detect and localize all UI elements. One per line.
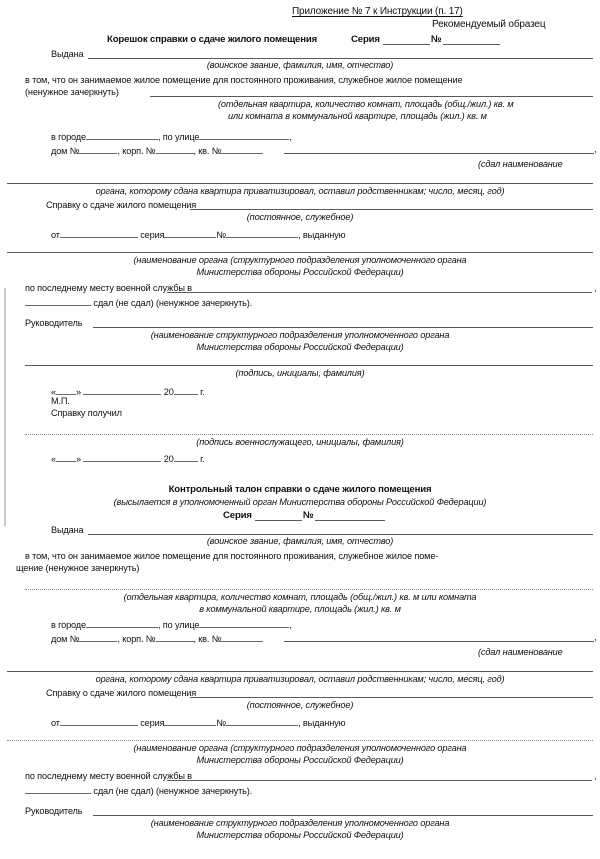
section1-issued-label: Выдана bbox=[51, 49, 84, 59]
section1-caption-handed: (сдал наименование bbox=[478, 159, 563, 169]
section1-date-month-blank[interactable] bbox=[83, 385, 161, 395]
section1-series-blank2[interactable] bbox=[164, 228, 216, 238]
section1-building-label: , корп. № bbox=[117, 146, 156, 156]
section1-caption-apt1: (отдельная квартира, количество комнат, площадь (общ./жил.) кв. м bbox=[218, 99, 514, 109]
section2-subtitle: (высылается в уполномоченный орган Министерства обороны Российской Федерации) bbox=[113, 497, 487, 507]
section1-caption-organ: органа, которому сдана квартира приватизировал, оставил родственникам; число, месяц, год) bbox=[95, 186, 505, 196]
section1-caption-orgname2: Министерства обороны Российской Федерации) bbox=[196, 267, 404, 277]
section1-date-quote-open: « bbox=[51, 387, 56, 397]
section2-handed-label: сдал (не сдал) (ненужное зачеркнуть). bbox=[93, 786, 253, 796]
appendix-reference: Приложение № 7 к Инструкции (п. 17) bbox=[292, 6, 463, 17]
section1-series-label2: серия bbox=[140, 230, 165, 240]
section2-issued-blank[interactable] bbox=[88, 534, 593, 535]
section2-issued-label: Выдана bbox=[51, 525, 84, 535]
section1-house-label: дом № bbox=[51, 146, 80, 156]
section1-house-blank[interactable] bbox=[79, 144, 117, 154]
section1-orgname-blank[interactable] bbox=[7, 252, 593, 253]
section1-address-line1: в городе , по улице , bbox=[51, 132, 292, 142]
section2-head-label: Руководитель bbox=[25, 806, 83, 816]
section1-date-line2 bbox=[51, 452, 205, 465]
section2-comma-1: , bbox=[594, 632, 597, 642]
section1-building-blank[interactable] bbox=[156, 144, 194, 154]
section1-city-label: в городе bbox=[51, 132, 86, 142]
section1-number-blank[interactable] bbox=[443, 44, 500, 45]
section2-caption-orgname2: Министерства обороны Российской Федерации) bbox=[196, 755, 404, 765]
section2-title: Контрольный талон справки о сдаче жилого помещения bbox=[168, 484, 432, 495]
section1-caption-signature: (подпись, инициалы, фамилия) bbox=[235, 368, 365, 378]
section1-date-year-suffix: г. bbox=[200, 387, 205, 397]
section1-flat-blank[interactable] bbox=[221, 144, 263, 154]
section1-head-blank[interactable] bbox=[93, 327, 593, 328]
section1-caption-type: (постоянное, служебное) bbox=[246, 212, 354, 222]
section1-date2-day-blank[interactable] bbox=[56, 452, 76, 462]
section1-street-blank[interactable] bbox=[199, 130, 289, 140]
section2-caption-handed: (сдал наименование bbox=[478, 647, 563, 657]
section2-series-label: Серия bbox=[223, 510, 252, 521]
section2-number-label2: № bbox=[216, 718, 227, 728]
section2-caption-struct2: Министерства обороны Российской Федерации) bbox=[196, 830, 404, 840]
section1-comma-2: , bbox=[594, 283, 597, 293]
section1-city-blank[interactable] bbox=[86, 130, 158, 140]
section2-number-blank2[interactable] bbox=[226, 716, 298, 726]
section2-series-blank2[interactable] bbox=[164, 716, 216, 726]
section2-street-label: , по улице bbox=[157, 620, 200, 630]
section1-date-line bbox=[51, 385, 205, 398]
section2-building-blank[interactable] bbox=[156, 632, 194, 642]
section2-series-blank[interactable] bbox=[255, 520, 302, 521]
section1-caption-signature-service: (подпись военнослужащего, инициалы, фамилия) bbox=[196, 437, 404, 447]
section1-certificate-label: Справку о сдаче жилого помещения bbox=[46, 200, 197, 210]
section1-handed-inline-blank[interactable] bbox=[25, 296, 91, 306]
section1-issued-by-label: , выданную bbox=[298, 230, 346, 240]
section1-date2-year-prefix: 20 bbox=[163, 454, 174, 464]
section1-lastplace-label: по последнему месту военной службы в bbox=[25, 283, 192, 293]
section2-house-blank[interactable] bbox=[79, 632, 117, 642]
section1-date2-year-suffix: г. bbox=[200, 454, 205, 464]
section2-address-line1: в городе , по улице , bbox=[51, 620, 292, 630]
section2-lastplace-blank[interactable] bbox=[167, 780, 592, 781]
section1-date-year-prefix: 20 bbox=[163, 387, 174, 397]
section2-building-label: , корп. № bbox=[117, 634, 156, 644]
section2-from-line bbox=[51, 716, 345, 729]
section1-date-year-blank[interactable] bbox=[174, 385, 198, 395]
section1-title: Корешок справки о сдаче жилого помещения bbox=[107, 34, 318, 45]
section2-certificate-blank[interactable] bbox=[190, 697, 593, 698]
section1-caption-struct2: Министерства обороны Российской Федерации) bbox=[196, 342, 404, 352]
section1-caption-orgname1: (наименование органа (структурного подразделения уполномоченного органа bbox=[133, 255, 467, 265]
section1-handed-line bbox=[25, 296, 252, 309]
section2-caption-type: (постоянное, служебное) bbox=[246, 700, 354, 710]
section1-body-line1: в том, что он занимаемое жилое помещение для постоянного проживания, служебное жилое помещение bbox=[25, 75, 463, 85]
section1-date2-month-blank[interactable] bbox=[83, 452, 161, 462]
section1-number-label2: № bbox=[216, 230, 227, 240]
section1-street-label: , по улице bbox=[157, 132, 200, 142]
section2-series-label2: серия bbox=[140, 718, 165, 728]
section1-date2-quote-open: « bbox=[51, 454, 56, 464]
section2-handed-line bbox=[25, 784, 252, 797]
section2-orgname-blank[interactable] bbox=[7, 740, 593, 741]
section2-body-line1: в том, что он занимаемое жилое помещение для постоянного проживания, служебное жилое поме- bbox=[25, 551, 439, 561]
section2-caption-apt2: в коммунальной квартире, площадь (жил.) кв. м bbox=[199, 604, 401, 614]
section1-series-label: Серия bbox=[351, 34, 380, 45]
section1-caption-rank: (воинское звание, фамилия, имя, отчество) bbox=[206, 60, 394, 70]
section2-flat-label: , кв. № bbox=[193, 634, 222, 644]
section2-house-label: дом № bbox=[51, 634, 80, 644]
section2-comma-2: , bbox=[594, 771, 597, 781]
section1-stamp-label: М.П. bbox=[51, 396, 70, 406]
section1-certificate-blank[interactable] bbox=[190, 209, 593, 210]
section1-date-day-blank[interactable] bbox=[56, 385, 76, 395]
section2-city-blank[interactable] bbox=[86, 618, 158, 628]
section2-caption-organ: органа, которому сдана квартира приватизировал, оставил родственникам; число, месяц, год) bbox=[95, 674, 505, 684]
section2-issued-by-label: , выданную bbox=[298, 718, 346, 728]
section1-caption-struct1: (наименование структурного подразделения уполномоченного органа bbox=[150, 330, 450, 340]
section1-caption-apt2: или комната в коммунальной квартире, площадь (жил.) кв. м bbox=[228, 111, 487, 121]
section2-lastplace-label: по последнему месту военной службы в bbox=[25, 771, 192, 781]
section1-address-line2 bbox=[51, 144, 263, 157]
section2-apt-blank[interactable] bbox=[25, 589, 593, 590]
section2-certificate-label: Справку о сдаче жилого помещения bbox=[46, 688, 197, 698]
section2-from-label: от bbox=[51, 718, 60, 728]
section2-flat-blank[interactable] bbox=[221, 632, 263, 642]
section1-date-quote-close: » bbox=[75, 387, 81, 397]
section2-caption-orgname1: (наименование органа (структурного подразделения уполномоченного органа bbox=[133, 743, 467, 753]
section2-body-line2: щение (ненужное зачеркнуть) bbox=[16, 563, 140, 573]
section2-address-line2 bbox=[51, 632, 263, 645]
section2-head-blank[interactable] bbox=[93, 815, 593, 816]
section1-flat-label: , кв. № bbox=[193, 146, 222, 156]
section1-lastplace-blank[interactable] bbox=[167, 292, 592, 293]
section2-from-blank[interactable] bbox=[60, 716, 138, 726]
section2-handed-inline-blank[interactable] bbox=[25, 784, 91, 794]
section1-number-blank2[interactable] bbox=[226, 228, 298, 238]
section1-apt-blank[interactable] bbox=[150, 96, 593, 97]
section2-caption-apt1: (отдельная квартира, количество комнат, площадь (общ./жил.) кв. м или комната bbox=[123, 592, 477, 602]
section1-from-line bbox=[51, 228, 345, 241]
section1-date2-quote-close: » bbox=[75, 454, 81, 464]
section1-received-label: Справку получил bbox=[51, 408, 122, 418]
section2-number-blank[interactable] bbox=[315, 520, 385, 521]
section1-organ-blank[interactable] bbox=[7, 183, 593, 184]
section1-issued-blank[interactable] bbox=[88, 58, 593, 59]
section1-service-signature-blank[interactable] bbox=[25, 434, 593, 435]
section2-street-blank[interactable] bbox=[199, 618, 289, 628]
section1-from-label: от bbox=[51, 230, 60, 240]
section1-handed-label: сдал (не сдал) (ненужное зачеркнуть). bbox=[93, 298, 253, 308]
section2-caption-rank: (воинское звание, фамилия, имя, отчество) bbox=[206, 536, 394, 546]
section1-from-blank[interactable] bbox=[60, 228, 138, 238]
section1-body-line2: (ненужное зачеркнуть) bbox=[25, 87, 119, 97]
section1-signature-blank[interactable] bbox=[25, 365, 593, 366]
section1-series-blank[interactable] bbox=[383, 44, 430, 45]
section2-number-label: № bbox=[303, 510, 314, 521]
section2-handed-blank[interactable] bbox=[284, 641, 594, 642]
section2-caption-struct1: (наименование структурного подразделения уполномоченного органа bbox=[150, 818, 450, 828]
section1-number-label: № bbox=[431, 34, 442, 45]
recommended-sample-label: Рекомендуемый образец bbox=[432, 19, 546, 30]
section2-organ-blank[interactable] bbox=[7, 671, 593, 672]
section1-date2-year-blank[interactable] bbox=[174, 452, 198, 462]
section1-handed-blank[interactable] bbox=[284, 153, 594, 154]
section1-comma-1: , bbox=[594, 144, 597, 154]
section1-head-label: Руководитель bbox=[25, 318, 83, 328]
section2-city-label: в городе bbox=[51, 620, 86, 630]
